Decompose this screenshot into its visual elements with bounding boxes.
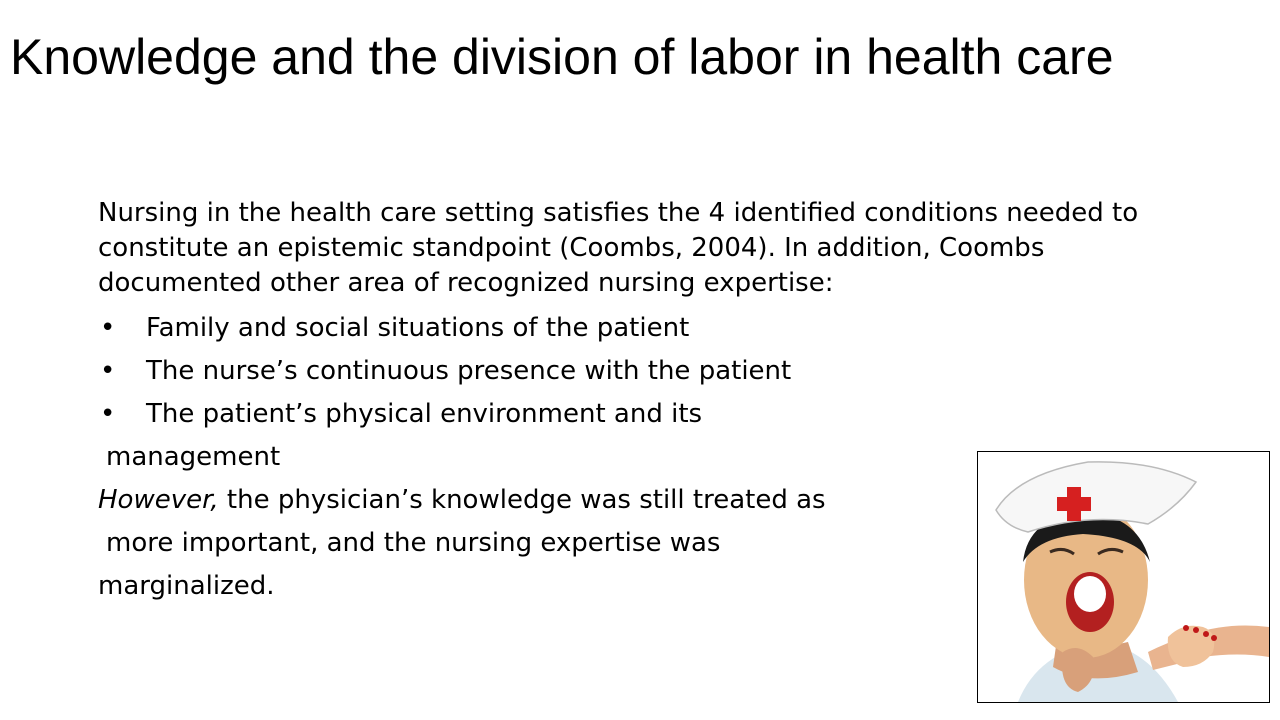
fingernail-shape — [1211, 635, 1217, 641]
list-item: • Family and social situations of the patient — [98, 307, 1158, 350]
fingernail-shape — [1203, 631, 1209, 637]
fingernail-shape — [1183, 625, 1189, 631]
intro-paragraph: Nursing in the health care setting satisfies the 4 identified conditions needed to constitute an epistemic standpoint (Coombs, 2004). In addition, Coombs documented other area of recognized nursing expertise: — [98, 198, 1139, 298]
red-cross-horizontal — [1057, 497, 1091, 511]
conclusion-text: the physician’s knowledge was still treated as — [218, 485, 826, 515]
teeth-shape — [1074, 576, 1106, 612]
conclusion-line-3: marginalized. — [98, 571, 275, 601]
list-item: • The patient’s physical environment and its — [98, 393, 1158, 436]
nurse-illustration-graphic — [978, 452, 1269, 702]
list-item: • The nurse’s continuous presence with the patient — [98, 350, 1158, 393]
nurse-illustration — [977, 451, 1270, 703]
bullet-continuation: management — [106, 442, 281, 472]
expertise-list — [98, 307, 1158, 436]
conclusion-line-2: more important, and the nursing expertise was — [106, 528, 721, 558]
slide-title: Knowledge and the division of labor in health care — [10, 29, 1114, 85]
fingernail-shape — [1193, 627, 1199, 633]
conclusion-emphasis: However, — [98, 485, 219, 515]
